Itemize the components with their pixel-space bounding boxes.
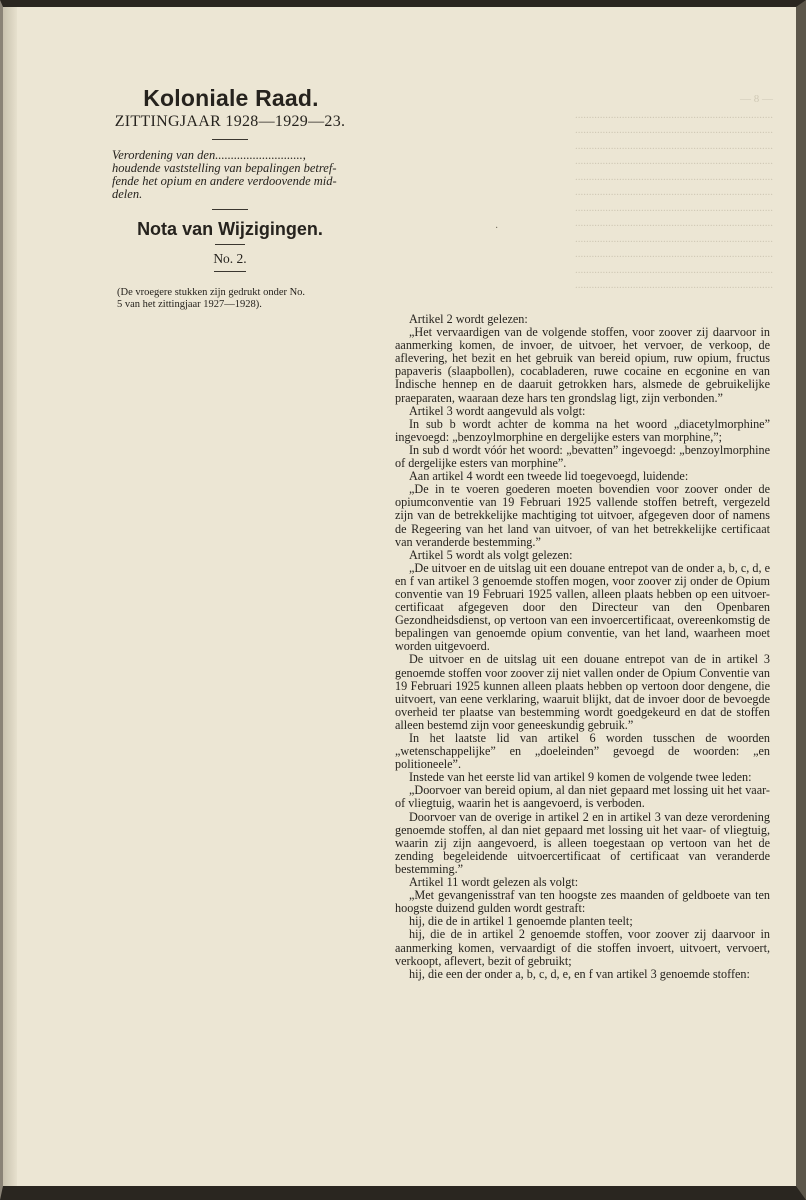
body-paragraph: Doorvoer van de overige in artikel 2 en in artikel 3 van deze verordening genoemde stoffen, al dan niet gepaard met lossing uit het vaar- of vliegtuig, waarin zij zijn aangevoerd, is alleen toegestaan op vertoon van het de zending begeleidende uitvoercertificaat of certificaat van veranderde bestemming.” <box>395 809 770 876</box>
document-title: Koloniale Raad. <box>143 85 319 111</box>
body-text <box>395 313 770 981</box>
body-paragraph: hij, die de in artikel 1 genoemde planten teelt; <box>409 914 633 929</box>
ordinance-title <box>112 149 353 201</box>
body-paragraph: „De in te voeren goederen moeten bovendien voor zoover onder de opiumconventie van 19 Februari 1925 vallende stoffen betreft, vergezeld zijn van de betrekkelijke machtiging tot uitvoer, afgegeven door of namens de Regeering van het land van uitvoer, of van het betrekkelijke certificaat van veranderde bestemming.” <box>395 482 770 549</box>
reference-note-line: 5 van het zittingjaar 1927—1928). <box>117 299 262 310</box>
ordinance-line: fende het opium en andere verdoovende mid- <box>112 174 337 188</box>
body-paragraph: Instede van het eerste lid van artikel 9 komen de volgende twee leden: <box>409 770 752 785</box>
body-paragraph: „Het vervaardigen van de volgende stoffen, voor zoover zij daarvoor in aanmerking komen, de invoer, de uitvoer, het vervoer, de verkoop, de aflevering, het bezit en het gebruik van bereid opium, ruw opium, fructus papaveris (slaapbollen), cocabladeren, ruwe cocaine en ecgonine en van Indische hennep en de daaruit getrokken hars, alsmede de gebruikelijke praeparaten, waaraan deze hars ten grondslag ligt, zijn verbonden.” <box>395 325 770 405</box>
divider-rule <box>212 139 248 140</box>
body-paragraph: In sub d wordt vóór het woord: „bevatten” ingevoegd: „benzoylmorphine of dergelijke esters van morphine”. <box>395 442 770 471</box>
body-paragraph: Aan artikel 4 wordt een tweede lid toegevoegd, luidende: <box>409 469 689 484</box>
ordinance-line: delen. <box>112 187 143 201</box>
speck-mark: · <box>495 223 499 234</box>
heading-column <box>107 85 353 311</box>
body-paragraph: Artikel 3 wordt aangevuld als volgt: <box>409 403 586 418</box>
body-paragraph: „Doorvoer van bereid opium, al dan niet gepaard met lossing uit het vaar- of vliegtuig, waarin het is aangevoerd, is verboden. <box>395 783 770 811</box>
ordinance-line: Verordening van den............................, <box>112 148 306 162</box>
body-paragraph: Artikel 2 wordt gelezen: <box>409 312 528 326</box>
divider-rule <box>215 244 245 245</box>
body-paragraph: „Met gevangenisstraf van ten hoogste zes maanden of geldboete van ten hoogste duizend gulden wordt gestraft: <box>395 888 770 916</box>
body-paragraph: hij, die de in artikel 2 genoemde stoffen, voor zoover zij daarvoor in aanmerking komen, vervaardigt of die stoffen invoert, uitvoert, vervoert, verkoopt, aflevert, bezit of gebruikt; <box>395 927 770 968</box>
body-paragraph: In het laatste lid van artikel 6 worden tusschen de woorden „wetenschappelijke” en „doeleinden” gevoegd de woorden: „en politioneele”. <box>395 731 770 772</box>
ordinance-line: houdende vaststelling van bepalingen betref- <box>112 161 337 175</box>
body-paragraph: De uitvoer en de uitslag uit een douane entrepot van de in artikel 3 genoemde stoffen voor zoover zij niet vallen onder de Opium Conventie van 19 Februari 1925 kunnen alleen plaats hebben op vertoon door dengene, die uitvoert, van eene verklaring, waaruit blijkt, dat de invoer door de bevoegde overheid ter plaatse van bestemming wordt goedgekeurd en dat de stoffen alleen bestemd zijn voor geneeskundig gebruik.” <box>395 652 770 732</box>
divider-rule <box>212 209 248 210</box>
body-paragraph: Artikel 5 wordt als volgt gelezen: <box>409 547 573 562</box>
nota-number: No. 2. <box>213 251 247 266</box>
page-binding-edge <box>3 7 17 1186</box>
divider-rule <box>214 271 246 272</box>
reference-note-line: (De vroegere stukken zijn gedrukt onder No. <box>117 287 306 298</box>
body-paragraph: hij, die een der onder a, b, c, d, e, en f van artikel 3 genoemde stoffen: <box>409 966 750 981</box>
bleed-through-text: — 8 — ........................................................................ ........................................................................ ........................................................................ ........................................................................ ........................................................................ ........................................................................ ........................................................................ ........................................................................ ........................................................................ ........................................................................ ........................................................................ ........................................................................ <box>575 93 773 291</box>
nota-heading: Nota van Wijzigingen. <box>137 219 323 239</box>
body-paragraph: In sub b wordt achter de komma na het woord „diacetylmorphine” ingevoegd: „benzoylmorphine en dergelijke esters van morphine,”; <box>395 416 770 444</box>
body-paragraph: Artikel 11 wordt gelezen als volgt: <box>409 875 579 890</box>
session-line: ZITTINGJAAR 1928—1929—23. <box>114 113 346 130</box>
body-paragraph: „De uitvoer en de uitslag uit een douane entrepot van de onder a, b, c, d, e en f van artikel 3 genoemde stoffen mogen, voor zoover zij onder de Opium conventie van 19 Februari 1925 vallen, alleen plaats hebben op een uitvoer-certificaat afgegeven door den Directeur van den Openbaren Gezondheidsdienst, op vertoon van een invoercertificaat, overeenkomstig de bepalingen van genoemde opium conventie, van het land, waarheen moet worden uitgevoerd. <box>395 560 770 654</box>
reference-note <box>117 287 362 311</box>
